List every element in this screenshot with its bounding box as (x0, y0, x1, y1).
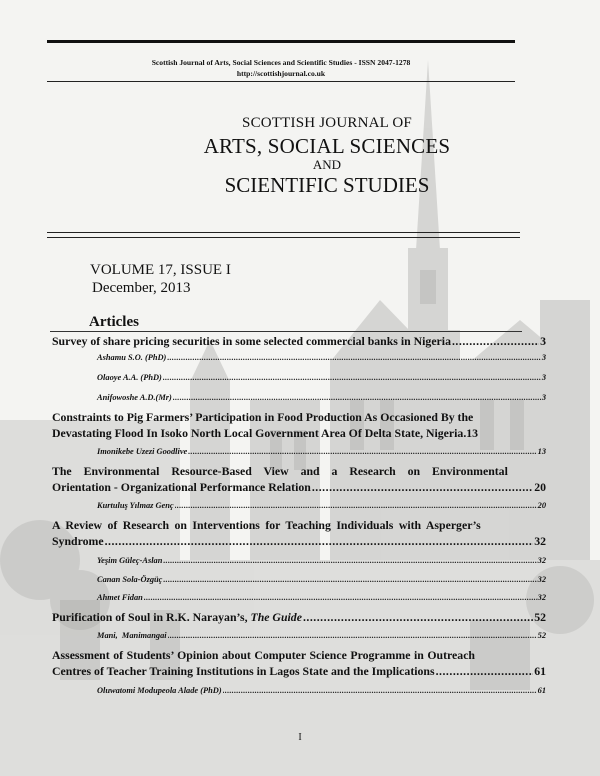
article-4-author-3[interactable] (97, 592, 546, 603)
article-6-title-line-1[interactable] (52, 648, 546, 662)
author-page: 32 (537, 556, 546, 565)
article-1-author-3[interactable] (97, 392, 546, 403)
leader-dots (303, 610, 533, 624)
leader-dots (436, 664, 534, 678)
article-5-page: 52 (534, 610, 546, 624)
journal-title-line-1: SCOTTISH JOURNAL OF (242, 115, 412, 131)
issue-date: December, 2013 (92, 280, 191, 296)
article-2-title-link[interactable] (52, 426, 546, 440)
author-page: 32 (537, 575, 546, 584)
leader-dots (223, 685, 537, 696)
author-name: Kurtuluş Yılmaz Genç (97, 501, 174, 510)
leader-dots (173, 392, 541, 403)
double-rule (47, 232, 520, 238)
leader-dots (144, 592, 537, 603)
article-4-author-2[interactable] (97, 574, 546, 585)
volume-issue: VOLUME 17, ISSUE I (90, 262, 231, 278)
author-page: 3 (541, 393, 546, 402)
page-number: I (298, 732, 302, 743)
article-4-title-2: Syndrome (52, 534, 104, 548)
author-name: Anifowoshe A.D.(Mr) (97, 393, 172, 402)
article-3-title-line-1[interactable] (52, 464, 546, 478)
article-6-title-1: Assessment of Students’ Opinion about Computer Science Programme in Outreach (52, 648, 475, 662)
author-name: Oluwatomi Modupeola Alade (PhD) (97, 686, 222, 695)
article-2-title-1: Constraints to Pig Farmers’ Participation in Food Production As Occasioned By the (52, 410, 474, 424)
leader-dots (163, 555, 536, 566)
leader-dots (312, 480, 533, 494)
articles-rule (50, 331, 522, 332)
article-1-page: 3 (540, 334, 546, 348)
article-6-page: 61 (534, 664, 546, 678)
article-1-title-link[interactable] (52, 334, 546, 348)
leader-dots (105, 534, 534, 548)
article-1-author-2[interactable] (97, 372, 546, 383)
article-5-author-1[interactable] (97, 630, 546, 641)
author-name: Mani, Manimangai (97, 631, 167, 640)
author-page: 3 (541, 353, 546, 362)
leader-dots (168, 630, 537, 641)
journal-url-link[interactable]: http://scottishjournal.co.uk (236, 69, 326, 78)
article-4-title-link[interactable] (52, 534, 546, 548)
author-page: 61 (537, 686, 546, 695)
article-4-author-1[interactable] (97, 555, 546, 566)
article-2-author-1[interactable] (97, 446, 546, 457)
author-page: 3 (541, 373, 546, 382)
article-6-title-2: Centres of Teacher Training Institutions in Lagos State and the Implications (52, 664, 435, 678)
journal-header: Scottish Journal of Arts, Social Sciences and Scientific Studies - ISSN 2047-1278 (151, 58, 411, 67)
author-page: 20 (537, 501, 546, 510)
leader-dots (163, 574, 536, 585)
author-page: 13 (537, 447, 546, 456)
journal-title-line-3: AND (312, 157, 342, 172)
article-4-page: 32 (534, 534, 546, 548)
article-3-page: 20 (534, 480, 546, 494)
leader-dots (175, 500, 537, 511)
leader-dots (167, 352, 540, 363)
article-6-author-1[interactable] (97, 685, 546, 696)
author-name: Ahmet Fidan (97, 593, 143, 602)
article-6-title-link[interactable] (52, 664, 546, 678)
article-5-title-italic: The Guide (250, 610, 302, 624)
article-1-title: Survey of share pricing securities in some selected commercial banks in Nigeria (52, 334, 451, 348)
leader-dots (163, 372, 541, 383)
article-2-title-2: Devastating Flood In Isoko North Local Government Area Of Delta State, Nigeria. (52, 426, 467, 440)
author-name: Imonikebe Uzezi Goodlive (97, 447, 188, 456)
top-rule (47, 40, 515, 43)
article-5-title (52, 610, 302, 624)
article-2-page: 13 (466, 426, 479, 440)
journal-title-line-4: SCIENTIFIC STUDIES (224, 173, 430, 197)
leader-dots (188, 446, 536, 457)
article-5-title-link[interactable] (52, 610, 546, 624)
author-page: 52 (537, 631, 546, 640)
leader-dots (452, 334, 539, 348)
article-4-title-1: A Review of Research on Interventions for Teaching Individuals with Asperger’s (52, 518, 481, 532)
article-1-author-1[interactable] (97, 352, 546, 363)
article-3-title-2: Orientation - Organizational Performance Relation (52, 480, 311, 494)
author-name: Olaoye A.A. (PhD) (97, 373, 162, 382)
header-rule (47, 81, 515, 82)
article-4-title-line-1[interactable] (52, 518, 546, 532)
article-3-title-1: The Environmental Resource-Based View and a Research on Environmental (52, 464, 508, 478)
author-page: 32 (537, 593, 546, 602)
articles-heading: Articles (89, 314, 139, 330)
article-3-title-link[interactable] (52, 480, 546, 494)
article-3-author-1[interactable] (97, 500, 546, 511)
author-name: Ashamu S.O. (PhD) (97, 353, 167, 362)
author-name: Canan Sola-Özgüç (97, 575, 163, 584)
article-5-title-prefix: Purification of Soul in R.K. Narayan’s, (52, 610, 251, 624)
article-2-title-line-1[interactable] (52, 410, 546, 424)
journal-title-line-2: ARTS, SOCIAL SCIENCES (203, 134, 451, 158)
author-name: Yeşim Güleç-Aslan (97, 556, 163, 565)
